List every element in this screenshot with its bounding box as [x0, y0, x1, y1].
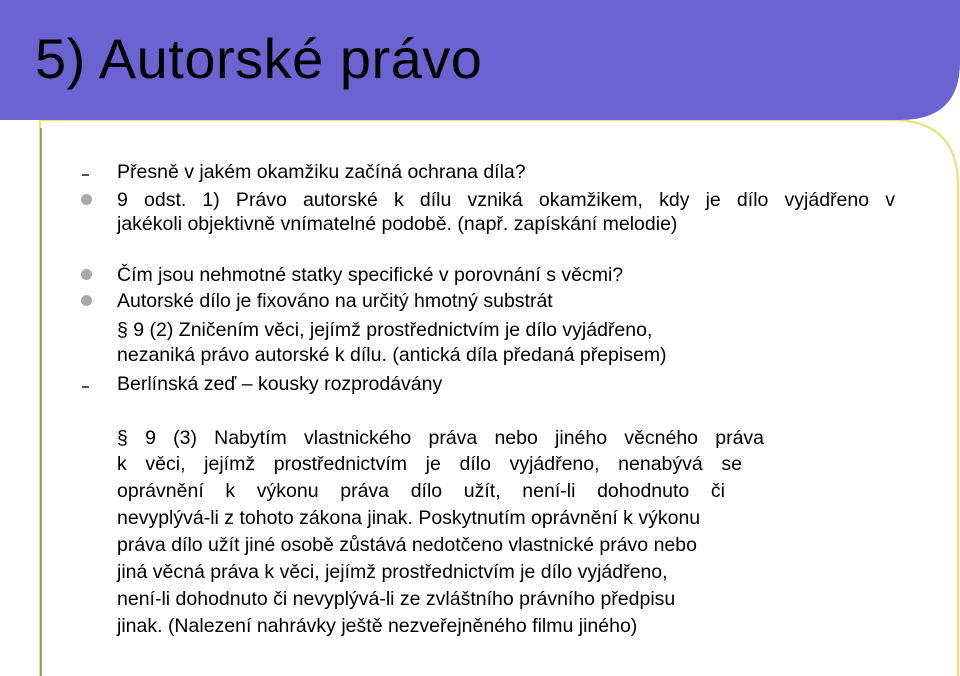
work-fixation-statement: Autorské dílo je fixováno na určitý hmotný substrát	[117, 290, 553, 312]
paragraph-9-3-text: 9 (3) Nabytím vlastnického práva nebo jiného věcného práva	[145, 427, 765, 449]
berlin-wall-example: Berlínská zeď – kousky rozprodávány	[117, 373, 443, 395]
question-intangible-goods: Čím jsou nehmotné statky specifické v porovnání s věcmi?	[117, 264, 624, 286]
round-bullet-icon	[81, 194, 92, 205]
paragraph-9-2-line-1	[117, 318, 652, 342]
paragraph-9-3-line-5: práva dílo užít jiné osobě zůstává nedotčeno vlastnické právo nebo	[117, 534, 697, 556]
paragraph-9-3-line-2: k věci, jejímž prostřednictvím je dílo vyjádřeno, nenabývá se	[117, 453, 742, 475]
section-symbol: §	[117, 319, 128, 341]
dash-bullet-icon	[82, 386, 89, 388]
question-onset: Přesně v jakém okamžiku začíná ochrana díla?	[117, 161, 526, 183]
dash-bullet-icon	[82, 174, 89, 176]
slide-title: 5) Autorské právo	[35, 27, 483, 90]
paragraph-9-2-line-2: nezaniká právo autorské k dílu. (antická díla předaná přepisem)	[117, 344, 667, 366]
paragraph-9-3-line-1	[117, 426, 764, 450]
round-bullet-icon	[81, 269, 92, 280]
section-symbol: §	[117, 427, 128, 449]
round-bullet-icon	[81, 295, 92, 306]
paragraph-9-3-line-8: jinak. (Nalezení nahrávky ještě nezveřejněného filmu jiného)	[117, 615, 638, 637]
paragraph-9-2-text: 9 (2) Zničením věci, jejímž prostřednictvím je dílo vyjádřeno,	[133, 319, 653, 341]
paragraph-9-1-line-1: 9 odst. 1) Právo autorské k dílu vzniká okamžikem, kdy je dílo vyjádřeno v	[117, 189, 895, 211]
paragraph-9-1-line-2: jakékoli objektivně vnímatelné podobě. (např. zapískání melodie)	[117, 213, 678, 235]
paragraph-9-3-line-3: oprávnění k výkonu práva dílo užít, není-li dohodnuto či	[117, 480, 725, 502]
paragraph-9-3-line-6: jiná věcná práva k věci, jejímž prostřednictvím je dílo vyjádřeno,	[117, 561, 668, 583]
paragraph-9-3-line-4: nevyplývá-li z tohoto zákona jinak. Poskytnutím oprávnění k výkonu	[117, 507, 701, 529]
paragraph-9-3-line-7: není-li dohodnuto či nevyplývá-li ze zvláštního právního předpisu	[117, 588, 676, 610]
